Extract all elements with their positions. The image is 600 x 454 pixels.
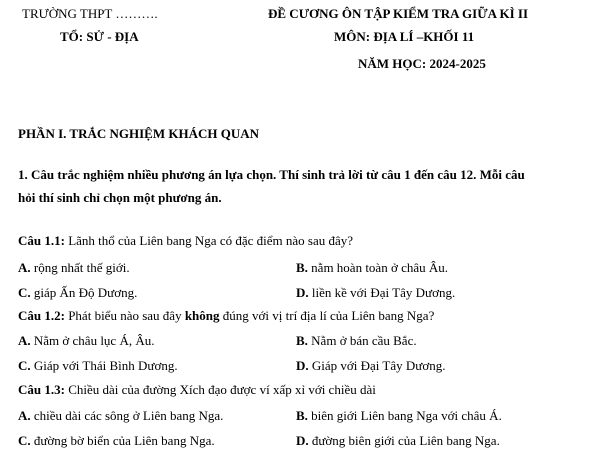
option-a bbox=[18, 408, 223, 424]
question-emphasis: không bbox=[184, 308, 220, 323]
school-year: NĂM HỌC: 2024-2025 bbox=[358, 56, 486, 71]
option-text: giáp Ấn Độ Dương. bbox=[30, 285, 138, 300]
question-text-end: đúng với vị trí địa lí của Liên bang Nga? bbox=[219, 308, 435, 323]
option-text: rộng nhất thế giới. bbox=[30, 260, 130, 275]
option-a bbox=[18, 260, 130, 276]
option-a bbox=[18, 333, 154, 349]
question-text: Phát biểu nào sau đây bbox=[64, 308, 185, 323]
option-text: Nằm ở bán cầu Bắc. bbox=[307, 333, 417, 348]
question-label: Câu 1.2: bbox=[18, 308, 65, 323]
option-label: B. bbox=[296, 408, 308, 423]
option-d bbox=[296, 285, 455, 301]
option-text: Giáp với Đại Tây Dương. bbox=[308, 358, 446, 373]
option-label: D. bbox=[296, 285, 309, 300]
option-label: C. bbox=[18, 285, 31, 300]
document-title: ĐỀ CƯƠNG ÔN TẬP KIỂM TRA GIỮA KÌ II bbox=[268, 6, 529, 21]
option-text: liền kề với Đại Tây Dương. bbox=[308, 285, 456, 300]
option-b bbox=[296, 260, 448, 276]
instruction-line-2: hỏi thí sinh chỉ chọn một phương án. bbox=[18, 190, 222, 205]
school-name: TRƯỜNG THPT ………. bbox=[22, 6, 158, 21]
option-label: C. bbox=[18, 433, 31, 448]
option-text: đường biên giới của Liên bang Nga. bbox=[308, 433, 500, 448]
option-text: đường bờ biển của Liên bang Nga. bbox=[30, 433, 215, 448]
option-d bbox=[296, 358, 445, 374]
option-label: A. bbox=[18, 260, 31, 275]
instruction-line-1: 1. Câu trắc nghiệm nhiều phương án lựa chọn. Thí sinh trả lời từ câu 1 đến câu 12. Mỗi câu bbox=[18, 167, 525, 182]
option-b bbox=[296, 408, 502, 424]
option-label: D. bbox=[296, 433, 309, 448]
option-text: Nằm ở châu lục Á, Âu. bbox=[30, 333, 155, 348]
question-1-3 bbox=[18, 382, 376, 398]
option-text: Giáp với Thái Bình Dương. bbox=[30, 358, 178, 373]
option-d bbox=[296, 433, 500, 449]
option-text: chiều dài các sông ở Liên bang Nga. bbox=[30, 408, 224, 423]
option-label: D. bbox=[296, 358, 309, 373]
option-text: nằm hoàn toàn ở châu Âu. bbox=[307, 260, 449, 275]
option-label: A. bbox=[18, 333, 31, 348]
question-text: Lãnh thổ của Liên bang Nga có đặc điểm nào sau đây? bbox=[64, 233, 354, 248]
section-title: PHẦN I. TRẮC NGHIỆM KHÁCH QUAN bbox=[18, 126, 259, 141]
department-name: TỔ: SỬ - ĐỊA bbox=[60, 29, 139, 44]
option-label: A. bbox=[18, 408, 31, 423]
question-1-1 bbox=[18, 233, 353, 249]
option-c bbox=[18, 433, 215, 449]
option-label: B. bbox=[296, 260, 308, 275]
question-label: Câu 1.1: bbox=[18, 233, 65, 248]
question-1-2 bbox=[18, 308, 434, 324]
question-text: Chiều dài của đường Xích đạo được ví xấp xỉ với chiều dài bbox=[64, 382, 376, 397]
subject-line: MÔN: ĐỊA LÍ –KHỐI 11 bbox=[334, 29, 475, 44]
question-label: Câu 1.3: bbox=[18, 382, 65, 397]
option-label: B. bbox=[296, 333, 308, 348]
option-c bbox=[18, 285, 137, 301]
option-text: biên giới Liên bang Nga với châu Á. bbox=[307, 408, 502, 423]
option-c bbox=[18, 358, 178, 374]
option-label: C. bbox=[18, 358, 31, 373]
option-b bbox=[296, 333, 417, 349]
